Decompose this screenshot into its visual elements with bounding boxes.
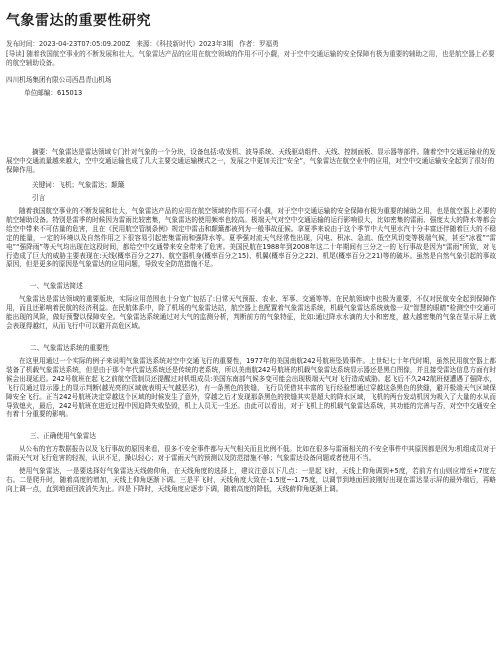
lead-summary: [导读] 随着我国航空事业的不断发展和壮大，气象雷达产品的应用在航空领域的作用不可小觑，对于空中交通运输的安全保障有极为重要的辅助之用，也是航空器上必要的航空辅助设备。 [6, 50, 495, 67]
section-heading-3: 三、正确使用气象雷达 [30, 432, 96, 441]
intro-paragraph: 随着我国航空事业的不断发展和壮大，气象雷达产品的应用在航空领域的作用不可小觑，对于空中交通运输的安全保障有极为重要的辅助之用，也是航空器上必要的航空辅助设备。特别是雷季的时候因为雷雨比较密集，气象雷达的使用频率也较高。极端天气对空中交通运输的运行影响很大，比如密集的雷雨、强度太大的降水等都会给空中带来不可估量的危害，且在《民用航空管制条例》规定中雷击和颠簸都被列为一般事故征候。拿夏季来说由于这个季节中大气里水汽十分丰富还伴随着巨大的不稳定的能量，一定的环境以及自然作用之下很容易引起密集雷雨和强降水等。夏季强对流天气经常性出现，闪电、积冰、急流、低空风切变等极端气候，甚至“冰雹”“雷电”“强降雨”等天气均出现在这段时间，都给空中交通带来安全带来了危害。美国民航在1988年到2008年这二十年期间有三分之一的飞行事故是因为“雷雨”所致，对飞行造成了巨大的威胁主要表现在:天线(概率百分之27)、航空器机身(概率百分之15)、机翼(概率百分之22)、机尾(概率百分之21)等的破坏。虽然是自然气象引起的事故原因，但是更多的原因是气象雷达的应用问题，导致安全防范措施不足。 [6, 207, 496, 269]
article-meta [6, 40, 496, 49]
abstract: 摘要：气象雷达是雷达领域专门针对气象的一个分块，设备包括:收发机、波导系统、天线驱动组件、天线、控制面板、显示器等部件。随着空中交通运输业的发展空中交通流量越来越大，空中交通运输也成了几大主要交通运输模式之一，发展之中更加关注“安全”，气象雷达在航空业中的应用，对空中交通运输安全起到了很好的保障作用。 [6, 148, 496, 174]
publish-time: 发布时间：2023-04-23T07:05:09.200Z [6, 40, 131, 48]
section-1-paragraph: 气象雷达是雷达领域的重要版块，实际应用范围也十分宽广包括了:日常天气预报、农业、军事、交通等等。在民航领域中也极为重要，不仅对民航安全起到保障作用，而且还影响着民航的经济利益。在民航体系中，除了机场的气象雷达站，航空器上也配置着气象雷达系统，机载气象雷达系统就像一双“智慧的眼睛”检测空中交通可能出现的风险，做好预警以保障安全。气象雷达系统通过对大气的监测分析，判断前方的气象特征，比如:通过降水水滴的大小和密度，越大越密集的气象在显示屏上就会表现得越红，从而飞行中可以避开高危区域。 [6, 295, 496, 331]
section-2-paragraph: 在这里用通过一个实际的例子来说明气象雷达系统对空中交通飞行的重要性，1977年的美国南航242号航班坠毁事件。上世纪七十年代时期，虽然民用航空器上都装备了机载气象雷达系统，但是由于那个年代雷达系统还是传统的老系统，所以美南航242号航班的机载气象雷达系统显示器还是黑白图像，并且接受雷达信息方面有时候会出现延迟。242号航班在起飞之前航空管制员还提醒过对机组成员:美国东南部气候多变可能会出现极端天气对飞行造成威胁。起飞后不久242航班便遭遇了强降水，飞行员通过显示器上的显示判断(越光亮的区域就表明天气越恶劣)，有一条黑色的狭缝，飞行员凭借其丰富的飞行经验想通过穿越这条黑色的狭缝，避开极端天气区域保障安全飞行。正当242号航班决定穿越这个区域的时候发生了意外，穿越之后才发现那条黑色的狭缝其实是超大的降水区域，飞机的两台发动机因为吸入了大量的水从而导致熄火，最后，242号航班在进近过程中因迫降失败坠毁，机上人员无一生还。由此可以看出，对于飞机上的机载气象雷达系统，其功能的完善与否，对空中交通安全有着十分重要的影响。 [6, 356, 496, 419]
section-heading-2: 二、气象雷达系统的重要性 [30, 343, 110, 352]
section-3-paragraph-2: 使用气象雷达，一是要选择好气象雷达天线俯仰角，在天线角度的选择上，建议注意以下几点：一是起飞时，天线上仰角调到+5度，若前方有山则应增至+7度左右。二是爬升时，随着高度的增加，天线上仰角逐渐下调。三是平飞时，天线角度大致在-1.5度~-1.75度，以调节到地面回波刚好出现在雷达显示屏的最外端后，再略向上调一点，直到地面回波消失为止。四是下降时，天线角度应逐步下调，随着高度的降低，天线俯仰角逐渐上调。 [6, 467, 496, 493]
keywords: 关键词：飞机；气象雷达；颠簸 [32, 181, 125, 189]
section-3-paragraph-1: 从公布的官方数据报告以及飞行事故的原因来看，很多不安全事件都与天气相关而且比例不低。比如在很多与雷雨相关的不安全事件中其原因都是因为:机组成员对于雷雨天气对飞行危害的轻视，认识不足，操以轻心；对于雷雨天气的预测以及防范措施不够；气象雷达设备问题或者使用不当。 [6, 445, 496, 463]
intro-heading: 引言 [32, 194, 46, 202]
author: 作者：罗福勇 [239, 40, 279, 48]
section-heading-1: 一、气象雷达简述 [30, 282, 83, 291]
article-title: 气象雷达的重要性研究 [6, 13, 151, 29]
affiliation: 四川机场集团有限公司西昌青山机场 [6, 76, 112, 84]
postcode: 单位邮编：615013 [24, 89, 83, 97]
source: 来源：《科技新时代》2023年3期 [136, 40, 234, 48]
